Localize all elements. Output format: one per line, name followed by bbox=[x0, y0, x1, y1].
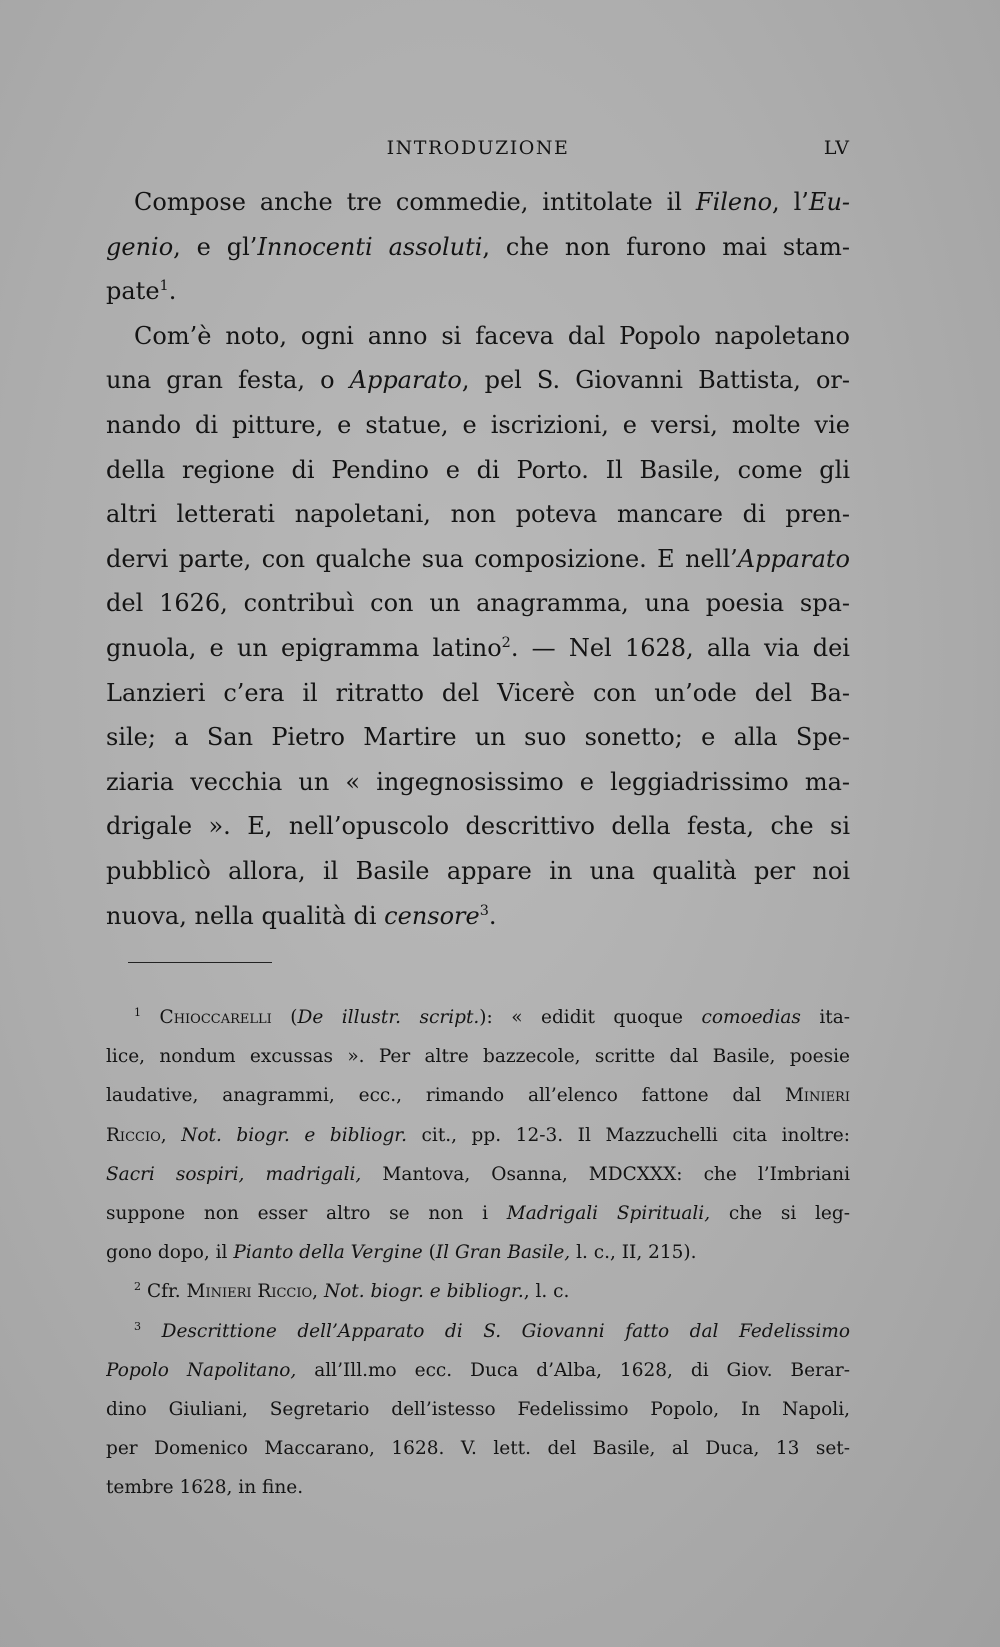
footnote-line: dino Giuliani, Segretario dell’istesso Fedelissimo Popolo, In Napoli, bbox=[106, 1398, 850, 1420]
text-line: pate$^1$. bbox=[106, 277, 177, 306]
body-text bbox=[106, 180, 850, 938]
footnote-line: tembre 1628, in fine. bbox=[106, 1477, 304, 1499]
footnote-ref: 2 bbox=[501, 634, 511, 651]
text-line: Com’è noto, ogni anno si faceva dal Popolo napoletano bbox=[134, 321, 850, 350]
footnote-line: laudative, anagrammi, ecc., rimando all’elenco fattone dal Minieri bbox=[106, 1085, 850, 1107]
footnote-line: $^1$ Chioccarelli (De illustr. script.): « edidit quoque comoedias ita- bbox=[134, 1005, 850, 1028]
footnote-line: Popolo Napolitano, all’Ill.mo ecc. Duca d’Alba, 1628, di Giov. Berar- bbox=[106, 1359, 850, 1381]
text-line: nuova, nella qualità di censore$^3$. bbox=[106, 901, 497, 930]
text-line: della regione di Pendino e di Porto. Il Basile, come gli bbox=[106, 455, 850, 484]
text-line: Lanzieri c’era il ritratto del Vicerè con un’ode del Ba- bbox=[106, 678, 850, 707]
footnote-line: Riccio, Not. biogr. e bibliogr. cit., pp. 12-3. Il Mazzuchelli cita inoltre: bbox=[106, 1124, 850, 1146]
running-head: INTRODUZIONE bbox=[386, 137, 570, 159]
footnote-line: per Domenico Maccarano, 1628. V. lett. del Basile, al Duca, 13 set- bbox=[106, 1438, 850, 1460]
footnote-line: $^2$ Cfr. Minieri Riccio, Not. biogr. e bibliogr., l. c. bbox=[134, 1280, 570, 1303]
page-number: LV bbox=[823, 137, 850, 159]
footnotes bbox=[106, 998, 850, 1507]
text-line: gnuola, e un epigramma latino$^2$. — Nel 1628, alla via dei bbox=[106, 633, 850, 662]
footnote-marker: 2 bbox=[134, 1280, 142, 1294]
page-header bbox=[106, 133, 850, 167]
text-line: drigale ». E, nell’opuscolo descrittivo della festa, che si bbox=[106, 812, 850, 841]
footnote-ref: 3 bbox=[479, 902, 489, 919]
footnote-line: Sacri sospiri, madrigali, Mantova, Osanna, MDCXXX: che l’Imbriani bbox=[106, 1163, 850, 1185]
text-line: del 1626, contribuì con un anagramma, una poesia spa- bbox=[106, 589, 850, 618]
footnote-marker: 1 bbox=[134, 1005, 142, 1019]
text-line: sile; a San Pietro Martire un suo sonetto; e alla Spe- bbox=[106, 723, 850, 752]
footnote-line: lice, nondum excussas ». Per altre bazzecole, scritte dal Basile, poesie bbox=[106, 1046, 850, 1068]
footnote-line: $^3$ Descrittione dell’Apparato di S. Giovanni fatto dal Fedelissimo bbox=[134, 1319, 850, 1342]
text-line: Compose anche tre commedie, intitolate il Fileno, l’Eu- bbox=[134, 188, 850, 216]
footnote-line: suppone non esser altro se non i Madrigali Spirituali, che si leg- bbox=[106, 1202, 850, 1224]
text-line: dervi parte, con qualche sua composizione. E nell’Apparato bbox=[106, 544, 850, 573]
footnote-ref: 1 bbox=[159, 278, 169, 295]
text-line: altri letterati napoletani, non poteva mancare di pren- bbox=[106, 500, 850, 529]
text-line: nando di pitture, e statue, e iscrizioni, e versi, molte vie bbox=[106, 410, 850, 439]
text-line: una gran festa, o Apparato, pel S. Giovanni Battista, or- bbox=[106, 366, 850, 395]
footnote-divider bbox=[128, 962, 272, 963]
text-line: genio, e gl’Innocenti assoluti, che non furono mai stam- bbox=[106, 232, 850, 261]
text-line: pubblicò allora, il Basile appare in una qualità per noi bbox=[106, 856, 850, 885]
text-line: ziaria vecchia un « ingegnosissimo e leggiadrissimo ma- bbox=[106, 767, 850, 796]
footnote-marker: 3 bbox=[134, 1319, 142, 1333]
footnote-line: gono dopo, il Pianto della Vergine (Il Gran Basile, l. c., II, 215). bbox=[106, 1242, 697, 1264]
